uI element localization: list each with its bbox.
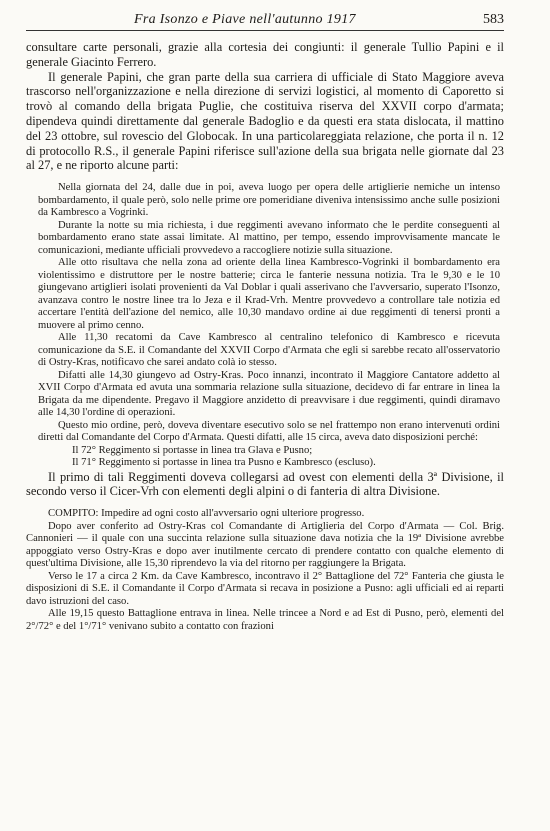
running-title: Fra Isonzo e Piave nell'autunno 1917 bbox=[134, 12, 356, 27]
compito-section bbox=[26, 508, 504, 633]
quote-paragraph: Questo mio ordine, però, doveva diventare esecutivo solo se nel frattempo non erano intervenuti ordini diretti dal Comandante del Corpo d'Armata. Questi difatti, alle 15 circa, aveva dato disposizioni perché: bbox=[38, 419, 500, 444]
quote-paragraph: Durante la notte su mia richiesta, i due reggimenti avevano informato che le perdite conseguenti al bombardamento erano state assai limitate. Al mattino, per tempo, essendo improvvisamente mancate le comunicazioni, mediante ufficiali provvedevo a raccogliere notizie sulla situazione. bbox=[38, 219, 500, 256]
quote-paragraph: Alle 19,15 questo Battaglione entrava in linea. Nelle trincee a Nord e ad Est di Pusno, però, elementi del 2°/72° e del 1°/71° venivano subito a contatto con frazioni bbox=[26, 608, 504, 632]
paragraph: consultare carte personali, grazie alla cortesia dei congiunti: il generale Tullio Papini e il generale Giacinto Ferrero. bbox=[26, 40, 504, 69]
report-quotation bbox=[26, 182, 504, 470]
quote-paragraph: Verso le 17 a circa 2 Km. da Cave Kambresco, incontravo il 2° Battaglione del 72° Fanteria che giusta le disposizioni di S.E. il Comandante il Corpo d'Armata si recava in posizione a Pusno: agli ufficiali ed ai reparti davo istruzioni del caso. bbox=[26, 570, 504, 607]
quote-paragraph: Nella giornata del 24, dalle due in poi, aveva luogo per opera delle artiglierie nemiche un intenso bombardamento, il quale però, solo nelle prime ore pomeridiane diveniva intensissimo anche sulle posizioni da Kambresco a Vogrinki. bbox=[38, 182, 500, 219]
quote-paragraph: Difatti alle 14,30 giungevo ad Ostry-Kras. Poco innanzi, incontrato il Maggiore Cantatore addetto al XVII Corpo d'Armata ed avuta una sommaria relazione sulla situazione, decidevo di far entrare in linea la Brigata da me dipendente. Pregavo il Maggiore anzidetto di preavvisare i due reggimenti, quindi diramavo alle 14,30 l'ordine di operazioni. bbox=[38, 369, 500, 419]
main-paragraphs bbox=[26, 40, 504, 173]
paragraph: Il primo di tali Reggimenti doveva collegarsi ad ovest con elementi della 3ª Divisione, il secondo verso il Cicer-Vrh con elementi degli alpini o di fanteria di altra Divisione. bbox=[26, 469, 504, 499]
paragraph: Il generale Papini, che gran parte della sua carriera di ufficiale di Stato Maggiore aveva trascorso nell'organizzazione e nella direzione di servizi logistici, al momento di Caporetto si trovò al comando della brigata Puglie, che costituiva riserva del XXVII corpo d'armata; dipendeva quindi direttamente dal generale Badoglio e da questi era stata dislocata, il mattino del 23 ottobre, sul rovescio del Globocak. In una particolareggiata relazione, che porta il n. 12 di protocollo R.S., il generale Papini riferisce sull'azione della sua brigata nelle giornate dal 23 al 27, e ne riporto alcune parti: bbox=[26, 69, 504, 173]
quote-paragraph: Dopo aver conferito ad Ostry-Kras col Comandante di Artiglieria del Corpo d'Armata — Col. Brig. Cannonieri — il quale con una succinta relazione sulla situazione dava notizia che la 19ª Divisione avrebbe appoggiato verso Ostry-Kras e dopo aver inutilmente cercato di prendere contatto con qualche elemento di quest'ultima Divisione, alle 15,30 riprendevo la via del ritorno per raggiungere la Brigata. bbox=[26, 520, 504, 570]
after-regiments bbox=[26, 470, 504, 500]
body-text bbox=[26, 40, 504, 633]
compito-heading: COMPITO: Impedire ad ogni costo all'avversario ogni ulteriore progresso. bbox=[48, 508, 365, 520]
quote-paragraph: Alle otto risultava che nella zona ad oriente della linea Kambresco-Vogrinki il bombardamento era violentissimo e distruttore per le nostre batterie; circa le fanterie nessuna notizia. Tra le 9,30 e le 10 giungevano artiglieri isolati provenienti da Val Doblar i quali asserivano che l'avversario, superato l'Isonzo, avanzava contro le nostre linee tra lo Jeza e il Krad-Vrh. Mentre provvedevo a controllare tale notizia ed accertare l'entità dell'azione del nemico, alle 10,30 mandavo ordine ai due reggimenti di tenersi pronti a muovere al primo cenno. bbox=[38, 257, 500, 331]
page-number: 583 bbox=[483, 12, 504, 27]
quote-paragraph: Alle 11,30 recatomi da Cave Kambresco al centralino telefonico di Kambresco e ricevuta comunicazione da S.E. il Comandante del XXVII Corpo d'Armata che egli si sarebbe recato all'osservatorio di Ostry-Kras, notificavo che sarei andato colà io stesso. bbox=[38, 332, 500, 369]
page-header bbox=[26, 8, 504, 31]
regiment-order: Il 72° Reggimento si portasse in linea tra Glava e Pusno; bbox=[72, 444, 313, 456]
regiment-order: Il 71° Reggimento si portasse in linea tra Pusno e Kambresco (escluso). bbox=[72, 457, 376, 469]
